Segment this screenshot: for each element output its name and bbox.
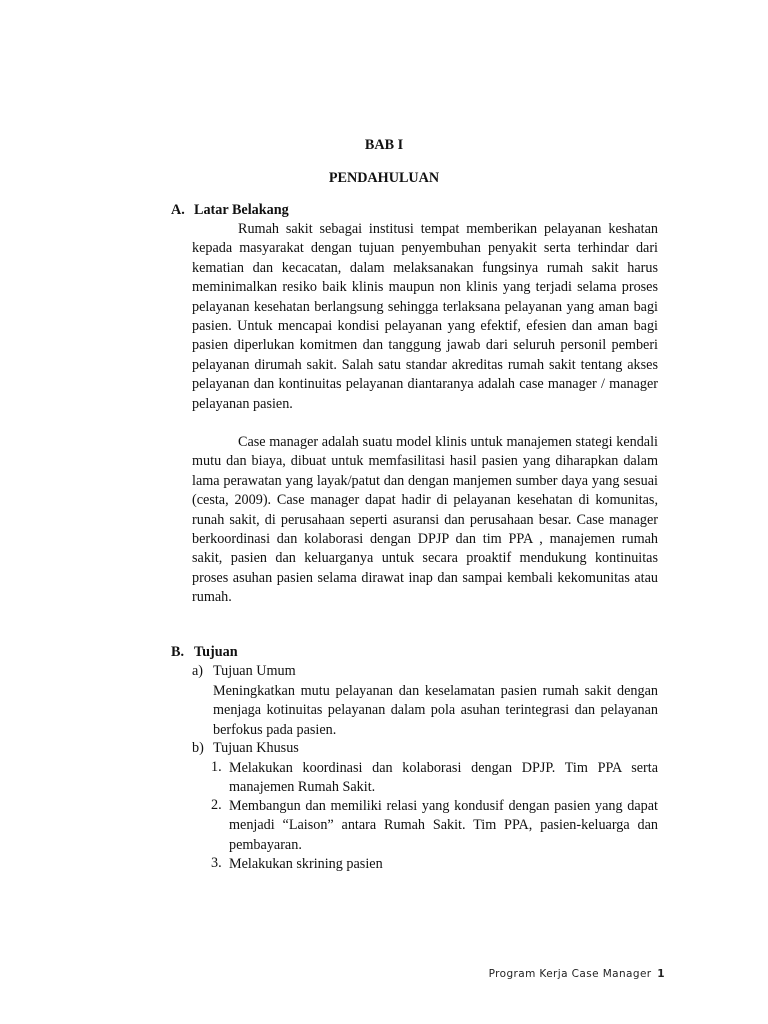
specific-objective-label: Tujuan Khusus (213, 740, 299, 756)
section-b-letter: B. (171, 644, 185, 660)
item-number: 1. (211, 759, 222, 775)
chapter-label: BAB I (364, 137, 404, 153)
section-b-title: Tujuan (194, 644, 238, 660)
item-text: Melakukan skrining pasien (229, 856, 383, 872)
general-objective-text: Meningkatkan mutu pelayanan dan keselamatan pasien rumah sakit dengan menjaga kotinuitas pelayanan dalam pola asuhan terintegrasi dan pelayanan berfokus pada pasien. (213, 683, 658, 738)
general-objective-label: Tujuan Umum (213, 663, 296, 679)
footer-text: Program Kerja Case Manager (488, 968, 652, 980)
specific-objective-item (211, 759, 658, 798)
item-text: Melakukan koordinasi dan kolaborasi dengan DPJP. Tim PPA serta manajemen Rumah Sakit. (229, 760, 658, 796)
section-a-heading (171, 202, 289, 219)
item-number: 2. (211, 797, 222, 813)
item-text: Membangun dan memiliki relasi yang kondusif dengan pasien yang dapat menjadi “Laison” antara Rumah Sakit. Tim PPA, pasien-keluarga dan pembayaran. (229, 798, 658, 853)
page-footer (489, 968, 665, 980)
page-number: 1 (657, 968, 665, 980)
item-number: 3. (211, 855, 222, 871)
section-a-letter: A. (171, 202, 185, 218)
section-a-paragraph-1: Rumah sakit sebagai institusi tempat memberikan pelayanan keshatan kepada masyarakat dengan tujuan penyembuhan penyakit serta terhindar dari kematian dan kecacatan, dalam melaksanakan fungsinya rumah sakit harus meminimalkan resiko baik klinis maupun non klinis yang terjadi selama proses pelayanan kesehatan berlangsung sehingga terlaksana pelayanan yang aman bagi pasien. Untuk mencapai kondisi pelayanan yang efektif, efesien dan aman bagi pasien diperlukan komitmen dan tanggung jawab dari seluruh personil pemberi pelayanan dirumah sakit. Salah satu standar akreditas rumah sakit tentang akses pelayanan dan kontinuitas pelayanan diantaranya adalah case manager / manager pelayanan pasien. (192, 221, 658, 412)
section-a-paragraph-2: Case manager adalah suatu model klinis untuk manajemen stategi kendali mutu dan biaya, dibuat untuk memfasilitasi hasil pasien yang diharapkan dalam lama perawatan yang layak/patut dan dengan manjemen sumber daya yang sesuai (cesta, 2009). Case manager dapat hadir di pelayanan kesehatan di komunitas, runah sakit, di perusahaan seperti asuransi dan perusahaan besar. Case manager berkoordinasi dan kolaborasi dengan DPJP dan tim PPA , manajemen rumah sakit, pasien dan keluarganya untuk secara proaktif mendukung kontinuitas proses asuhan pasien selama dirawat inap dan sampai kembali kekomunitas atau rumah. (192, 434, 658, 606)
chapter-title: PENDAHULUAN (328, 170, 440, 186)
section-b-heading (171, 644, 238, 661)
specific-objective-item (211, 797, 658, 855)
general-objective-heading (192, 663, 296, 680)
general-objective-marker: a) (192, 663, 204, 679)
section-a-title: Latar Belakang (194, 202, 289, 218)
specific-objective-item (211, 855, 658, 874)
specific-objective-marker: b) (192, 740, 204, 756)
specific-objective-heading (192, 740, 299, 757)
